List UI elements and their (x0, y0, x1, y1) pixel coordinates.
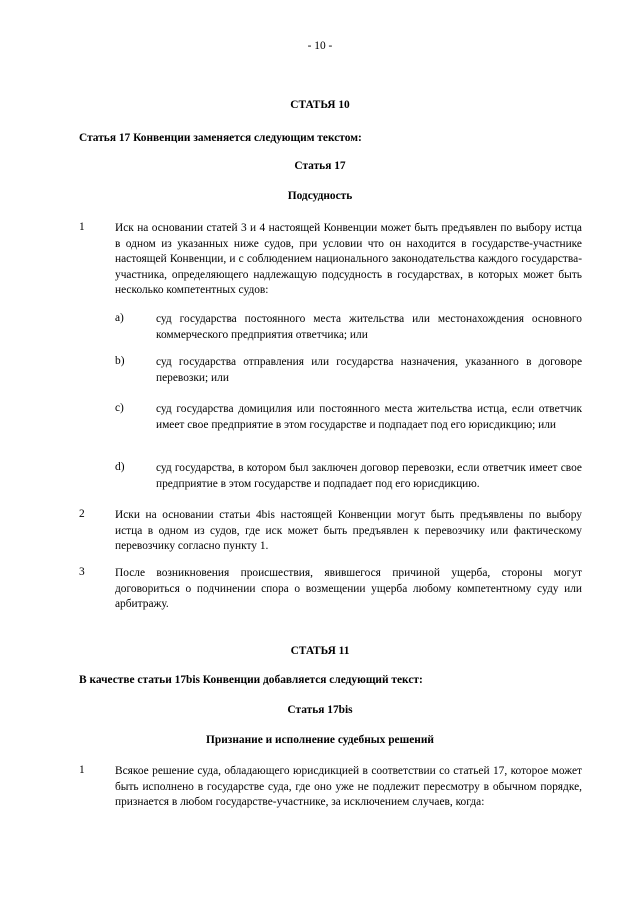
article-11-heading: СТАТЬЯ 11 (290, 645, 350, 657)
subitem-letter: b) (115, 355, 125, 367)
article-17bis-heading: Статья 17bis (287, 704, 353, 716)
subitem-letter: a) (115, 312, 124, 324)
article-17-title: Подсудность (287, 190, 353, 202)
article-10-intro: Статья 17 Конвенции заменяется следующим текстом: (79, 132, 362, 144)
paragraph-number: 1 (79, 764, 85, 776)
subitem-text: суд государства постоянного места жительства или местонахождения основного коммерческого предприятия ответчика; или (156, 313, 582, 341)
paragraph-text: Иск на основании статей 3 и 4 настоящей Конвенции может быть предъявлен по выбору истца в одном из указанных ниже судов, при условии что он находится в государстве-участнике настоящей Конвенции, и с соблюдением национального законодательства каждого государства-участника, определяющего надлежащую подсудность в государствах, в которых может быть несколько компетентных судов: (115, 222, 582, 297)
subitem-text: суд государства, в котором был заключен договор перевозки, если ответчик имеет свое предприятие в этом государстве и подпадает под его юрисдикцию. (156, 462, 582, 490)
article-17bis-title: Признание и исполнение судебных решений (206, 734, 434, 746)
subitem-letter: c) (115, 402, 124, 414)
subitem-text: суд государства домицилия или постоянного места жительства истца, если ответчик имеет свое предприятие в этом государстве и подпадает под его юрисдикцию; или (156, 403, 582, 431)
paragraph-number: 1 (79, 221, 85, 233)
article-11-intro: В качестве статьи 17bis Конвенции добавляется следующий текст: (79, 674, 423, 686)
paragraph-text: После возникновения происшествия, явившегося причиной ущерба, стороны могут договориться о подчинении спора о возмещении ущерба любому компетентному суду или арбитражу. (115, 567, 582, 611)
article-17-heading: Статья 17 (294, 160, 346, 172)
page-number: - 10 - (307, 40, 333, 52)
paragraph-text: Иски на основании статьи 4bis настоящей Конвенции могут быть предъявлены по выбору истца в одном из судов, где иск может быть предъявлен к перевозчику или фактическому перевозчику согласно пункту 1. (115, 509, 582, 553)
article-10-heading: СТАТЬЯ 10 (290, 99, 350, 111)
subitem-letter: d) (115, 461, 125, 473)
paragraph-number: 2 (79, 508, 85, 520)
paragraph-text: Всякое решение суда, обладающего юрисдикцией в соответствии со статьей 17, которое может быть исполнено в государстве суда, где оно уже не подлежит пересмотру в обычном порядке, признается в любом государстве-участнике, за исключением случаев, когда: (115, 765, 582, 809)
paragraph-number: 3 (79, 566, 85, 578)
subitem-text: суд государства отправления или государства назначения, указанного в договоре перевозки; или (156, 356, 582, 384)
